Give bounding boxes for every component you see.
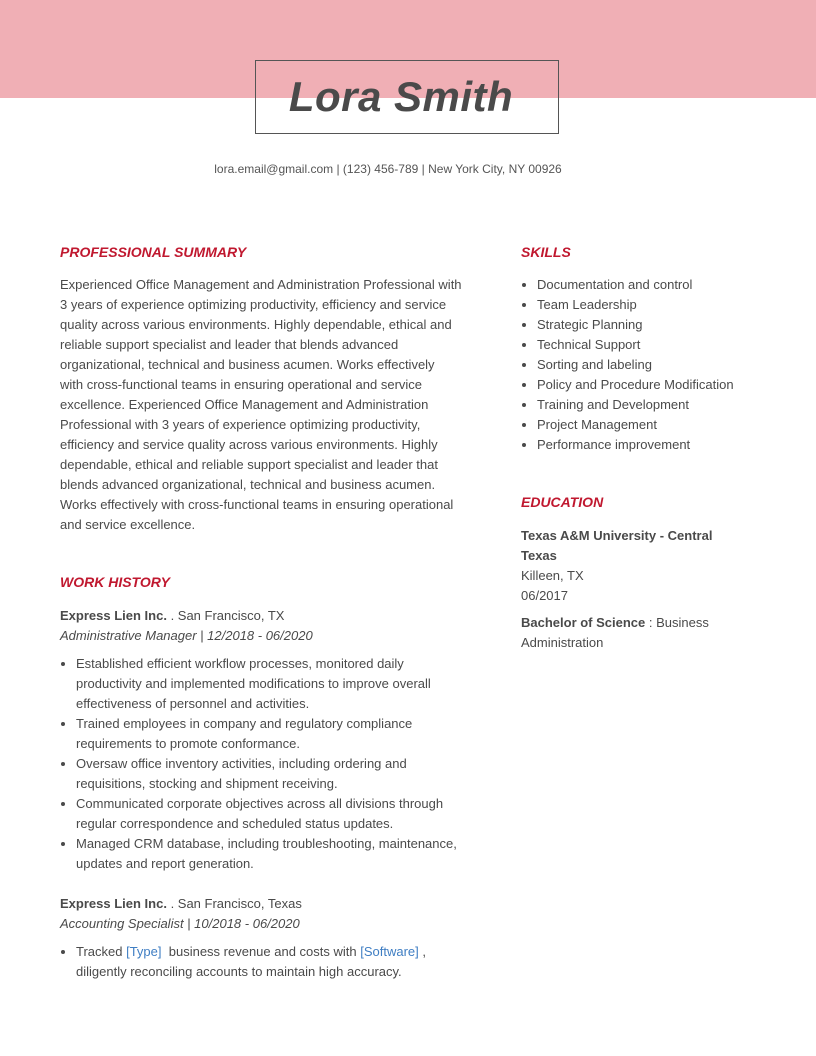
name-box — [255, 60, 559, 134]
bullet-line: effectiveness of personnel and activities. — [76, 696, 310, 711]
bullet-text: Tracked — [76, 944, 127, 959]
software-placeholder[interactable]: [Software] — [360, 944, 419, 959]
degree-line — [521, 613, 709, 633]
graduation-date: 06/2017 — [521, 588, 568, 603]
summary-line: Works effectively with cross-functional teams in ensuring operational — [60, 497, 454, 512]
bullet-line: diligently reconciling accounts to maintain high accuracy. — [76, 964, 402, 979]
list-item — [60, 834, 480, 874]
degree: Bachelor of Science — [521, 615, 646, 630]
skills-heading: SKILLS — [521, 244, 571, 260]
work-heading: WORK HISTORY — [60, 574, 170, 590]
degree-field: : Business — [645, 615, 709, 630]
summary-line: and service excellence. — [60, 517, 196, 532]
summary-line: blends advanced organizational, technical and business acumen. — [60, 477, 436, 492]
summary-line: with cross-functional teams in ensuring operational and service — [60, 377, 423, 392]
school-name: Texas A&M University - Central — [521, 528, 713, 543]
summary-line: efficiency and service quality across various environments. Highly — [60, 437, 438, 452]
skill-item: Performance improvement — [521, 435, 781, 455]
job-2-company: Express Lien Inc. — [60, 896, 167, 911]
education-heading: EDUCATION — [521, 494, 604, 510]
bullet-text: business revenue and costs with — [161, 944, 361, 959]
type-placeholder[interactable]: [Type] — [126, 944, 162, 959]
list-item — [60, 754, 480, 794]
bullet-line: Oversaw office inventory activities, including ordering and — [76, 756, 407, 771]
job-2-header — [60, 894, 302, 914]
job-1-location: . San Francisco, TX — [170, 608, 285, 623]
bullet-line: Trained employees in company and regulatory compliance — [76, 716, 413, 731]
skill-item: Project Management — [521, 415, 781, 435]
summary-line: reliable support specialist and leader that blends advanced — [60, 337, 399, 352]
bullet-line: productivity and implemented modifications to improve overall — [76, 676, 431, 691]
skill-item: Strategic Planning — [521, 315, 781, 335]
bullet-line: updates and report generation. — [76, 856, 254, 871]
job-1-title-dates: Administrative Manager | 12/2018 - 06/2020 — [60, 628, 313, 643]
bullet-line — [76, 942, 480, 962]
skill-item: Training and Development — [521, 395, 781, 415]
job-1-bullets — [60, 654, 480, 874]
summary-line: excellence. Experienced Office Management and Administration — [60, 397, 429, 412]
list-item — [60, 654, 480, 714]
skills-list — [521, 275, 781, 455]
summary-line: organizational, technical and business acumen. Works effectively — [60, 357, 435, 372]
list-item — [60, 714, 480, 754]
bullet-line: requisitions, stocking and shipment receiving. — [76, 776, 338, 791]
skill-item: Policy and Procedure Modification — [521, 375, 781, 395]
skill-item: Sorting and labeling — [521, 355, 781, 375]
job-1-company: Express Lien Inc. — [60, 608, 167, 623]
degree-field-cont: Administration — [521, 635, 604, 650]
school-name-cont: Texas — [521, 548, 557, 563]
summary-heading: PROFESSIONAL SUMMARY — [60, 244, 247, 260]
summary-text — [60, 275, 490, 535]
summary-line: Experienced Office Management and Administration Professional with — [60, 277, 462, 292]
bullet-line: Communicated corporate objectives across all divisions through — [76, 796, 444, 811]
candidate-name: Lora Smith — [288, 73, 514, 120]
bullet-line: requirements to promote conformance. — [76, 736, 300, 751]
job-2-bullets — [60, 942, 480, 982]
school-city: Killeen, TX — [521, 568, 584, 583]
bullet-line: Established efficient workflow processes, monitored daily — [76, 656, 404, 671]
bullet-text: , — [418, 944, 427, 959]
skill-item: Documentation and control — [521, 275, 781, 295]
bullet-line: Managed CRM database, including troubleshooting, maintenance, — [76, 836, 457, 851]
skill-item: Technical Support — [521, 335, 781, 355]
summary-line: quality across various environments. Highly dependable, ethical and — [60, 317, 452, 332]
list-item — [60, 794, 480, 834]
list-item — [60, 942, 480, 982]
skill-item: Team Leadership — [521, 295, 781, 315]
bullet-line: regular correspondence and scheduled status updates. — [76, 816, 394, 831]
job-2-location: . San Francisco, Texas — [170, 896, 302, 911]
summary-line: dependable, ethical and reliable support specialist and leader that — [60, 457, 438, 472]
summary-line: Professional with 3 years of experience optimizing productivity, — [60, 417, 421, 432]
job-2-title-dates: Accounting Specialist | 10/2018 - 06/2020 — [60, 916, 300, 931]
summary-line: 3 years of experience optimizing productivity, efficiency and service — [60, 297, 447, 312]
job-1-header — [60, 606, 284, 626]
contact-info: lora.email@gmail.com | (123) 456-789 | New York City, NY 00926 — [214, 162, 562, 176]
